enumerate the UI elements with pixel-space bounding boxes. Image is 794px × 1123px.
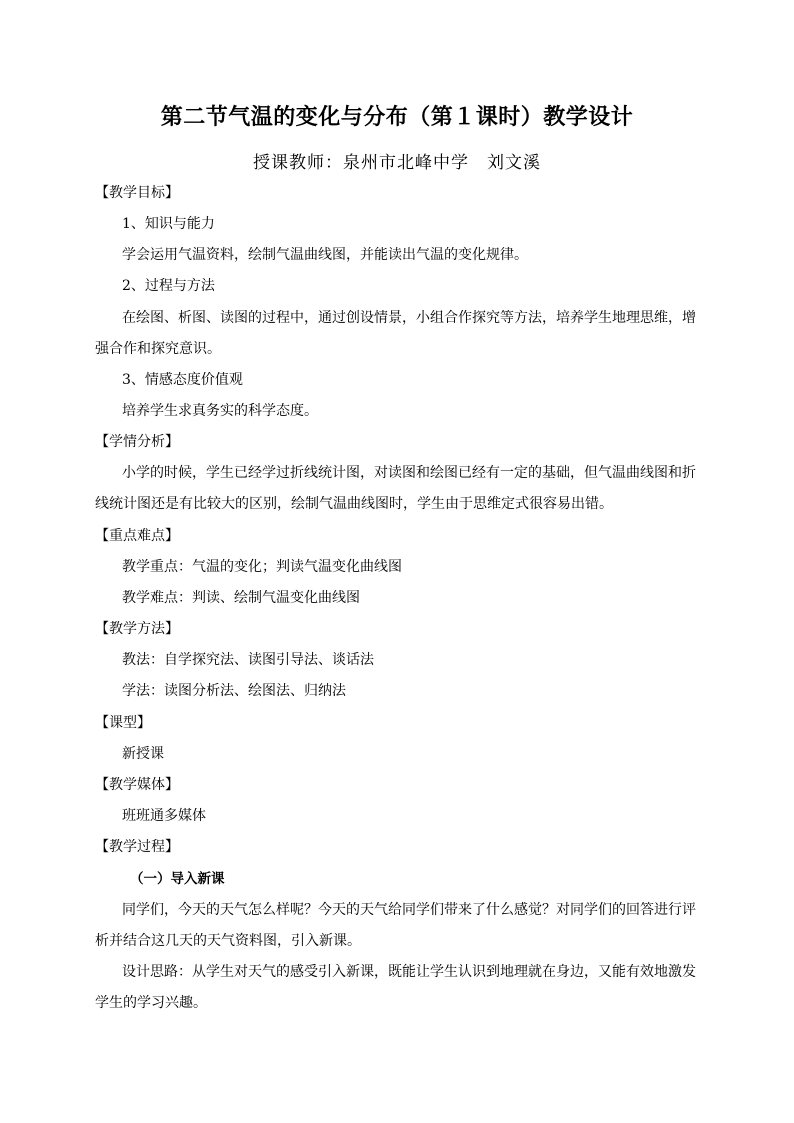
objective-item3-text: 培养学生求真务实的科学态度。 [122,403,318,419]
section-heading-lesson-type: 【课型】 [95,715,151,731]
objective-item1-text: 学会运用气温资料，绘制气温曲线图，并能读出气温的变化规律。 [122,247,528,263]
process-step1-line1: 同学们，今天的天气怎么样呢？今天的天气给同学们带来了什么感觉？对同学们的回答进行评 [122,902,696,918]
process-step1-title: （一）导入新课 [130,871,225,887]
learning-method-text: 学法：读图分析法、绘图法、归纳法 [122,683,346,699]
document-subtitle: 授课教师：泉州市北峰中学 刘文溪 [253,153,541,173]
process-step1-line2: 析并结合这几天的天气资料图，引入新课。 [95,933,361,949]
process-design-line1: 设计思路：从学生对天气的感受引入新课，既能让学生认识到地理就在身边，又能有效地激发 [122,964,696,980]
section-heading-methods: 【教学方法】 [95,621,179,637]
section-heading-process: 【教学过程】 [95,839,179,855]
section-heading-media: 【教学媒体】 [95,777,179,793]
teaching-method-text: 教法：自学探究法、读图引导法、谈话法 [122,652,374,668]
section-heading-analysis: 【学情分析】 [95,434,179,450]
analysis-line1: 小学的时候，学生已经学过折线统计图，对读图和绘图已经有一定的基础，但气温曲线图和折 [122,465,696,481]
difficult-point-text: 教学难点：判读、绘制气温变化曲线图 [122,590,360,606]
media-text: 班班通多媒体 [122,808,206,824]
key-point-text: 教学重点：气温的变化；判读气温变化曲线图 [122,559,402,575]
objective-item2-text-line2: 强合作和探究意识。 [95,341,221,357]
objective-item1-title: 1、知识与能力 [122,216,215,232]
objective-item2-text-line1: 在绘图、析图、读图的过程中，通过创设情景，小组合作探究等方法，培养学生地理思维，增 [122,310,696,326]
document-title: 第二节气温的变化与分布（第１课时）教学设计 [160,105,634,130]
process-design-line2: 学生的学习兴趣。 [95,995,207,1011]
objective-item3-title: 3、情感态度价值观 [122,372,243,388]
analysis-line2: 线统计图还是有比较大的区别，绘制气温曲线图时，学生由于思维定式很容易出错。 [95,496,613,512]
section-heading-objectives: 【教学目标】 [95,185,179,201]
objective-item2-title: 2、过程与方法 [122,278,215,294]
lesson-type-text: 新授课 [122,746,164,762]
section-heading-key-points: 【重点难点】 [95,528,179,544]
